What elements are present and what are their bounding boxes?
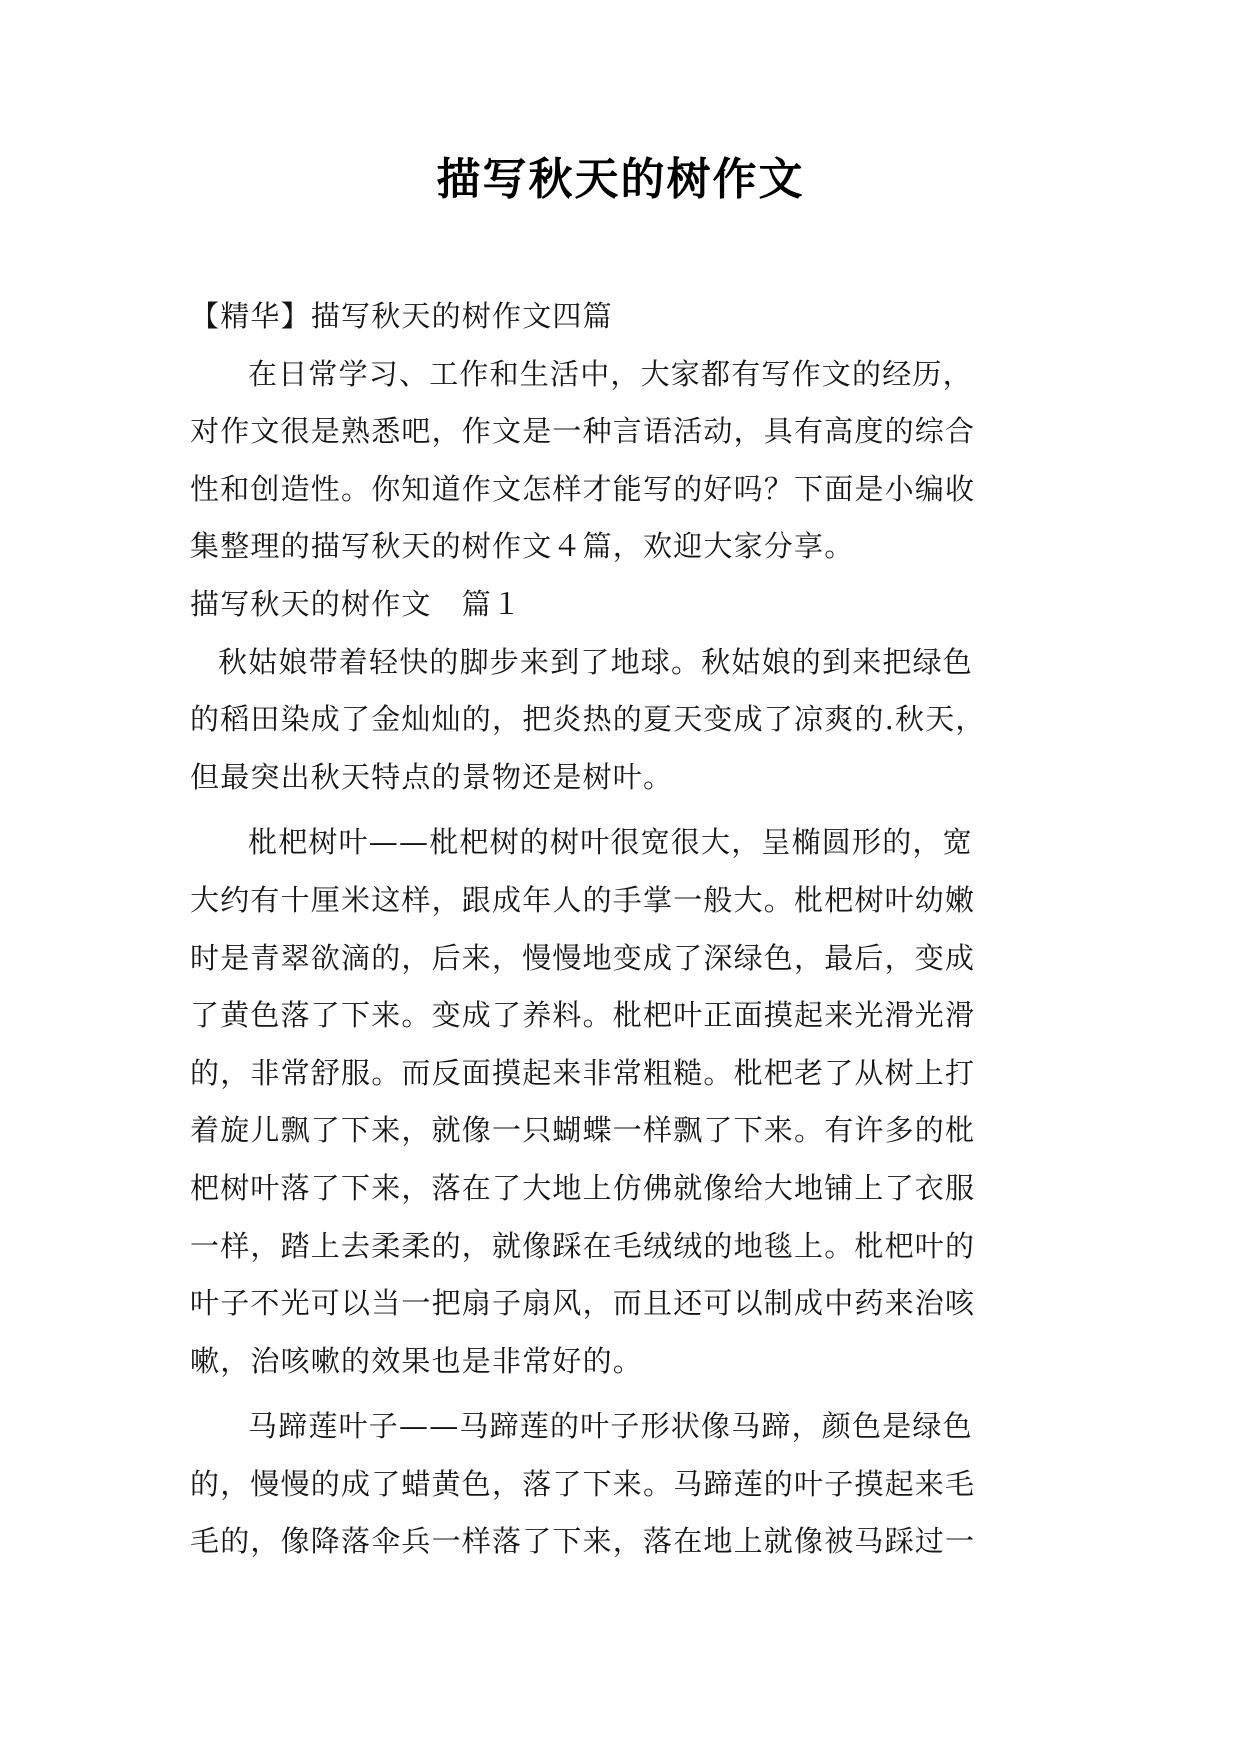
text-line: 着旋儿飘了下来，就像一只蝴蝶一样飘了下来。有许多的枇 (190, 1113, 976, 1148)
text-line: 叶子不光可以当一把扇子扇风，而且还可以制成中药来治咳 (190, 1286, 976, 1321)
section-heading: 描写秋天的树作文 篇１ (190, 586, 523, 621)
text-line: 了黄色落了下来。变成了养料。枇杷叶正面摸起来光滑光滑 (190, 998, 976, 1033)
paragraph-calla-leaf (190, 1398, 1050, 1571)
text-line: 在日常学习、工作和生活中，大家都有写作文的经历， (248, 356, 973, 391)
text-line: 嗽，治咳嗽的效果也是非常好的。 (190, 1343, 644, 1378)
text-line: 毛的，像降落伞兵一样落了下来，落在地上就像被马踩过一 (190, 1524, 976, 1559)
intro-paragraph (190, 346, 1050, 576)
text-line: 时是青翠欲滴的，后来，慢慢地变成了深绿色，最后，变成 (190, 940, 976, 975)
text-line: 枇杷树叶——枇杷树的树叶很宽很大，呈椭圆形的，宽 (248, 825, 973, 860)
text-line: 的，慢慢的成了蜡黄色，落了下来。马蹄莲的叶子摸起来毛 (190, 1466, 976, 1501)
paragraph-gap (190, 1390, 1050, 1398)
text-line: 的稻田染成了金灿灿的，把炎热的夏天变成了凉爽的.秋天， (190, 702, 986, 737)
text-line: 集整理的描写秋天的树作文４篇，欢迎大家分享。 (190, 529, 855, 564)
text-line: 的，非常舒服。而反面摸起来非常粗糙。枇杷老了从树上打 (190, 1055, 976, 1090)
paragraph-loquat-leaf (190, 814, 1050, 1390)
text-line: 秋姑娘带着轻快的脚步来到了地球。秋姑娘的到来把绿色 (218, 644, 974, 679)
text-line: 大约有十厘米这样，跟成年人的手掌一般大。枇杷树叶幼嫩 (190, 882, 976, 917)
document-body (190, 288, 1050, 1571)
text-line: 马蹄莲叶子——马蹄莲的叶子形状像马蹄，颜色是绿色 (248, 1409, 973, 1444)
text-line: 对作文很是熟悉吧，作文是一种言语活动，具有高度的综合 (190, 414, 976, 449)
text-line: 性和创造性。你知道作文怎样才能写的好吗？下面是小编收 (190, 471, 976, 506)
paragraph-gap (190, 806, 1050, 814)
document-subtitle: 【精华】描写秋天的树作文四篇 (190, 299, 613, 333)
paragraph-autumn-arrival (190, 634, 1050, 807)
text-line: 一样，踏上去柔柔的，就像踩在毛绒绒的地毯上。枇杷叶的 (190, 1228, 976, 1263)
text-line: 但最突出秋天特点的景物还是树叶。 (190, 759, 674, 794)
text-line: 杷树叶落了下来，落在了大地上仿佛就像给大地铺上了衣服 (190, 1170, 976, 1205)
document-title: 描写秋天的树作文 (436, 154, 805, 205)
